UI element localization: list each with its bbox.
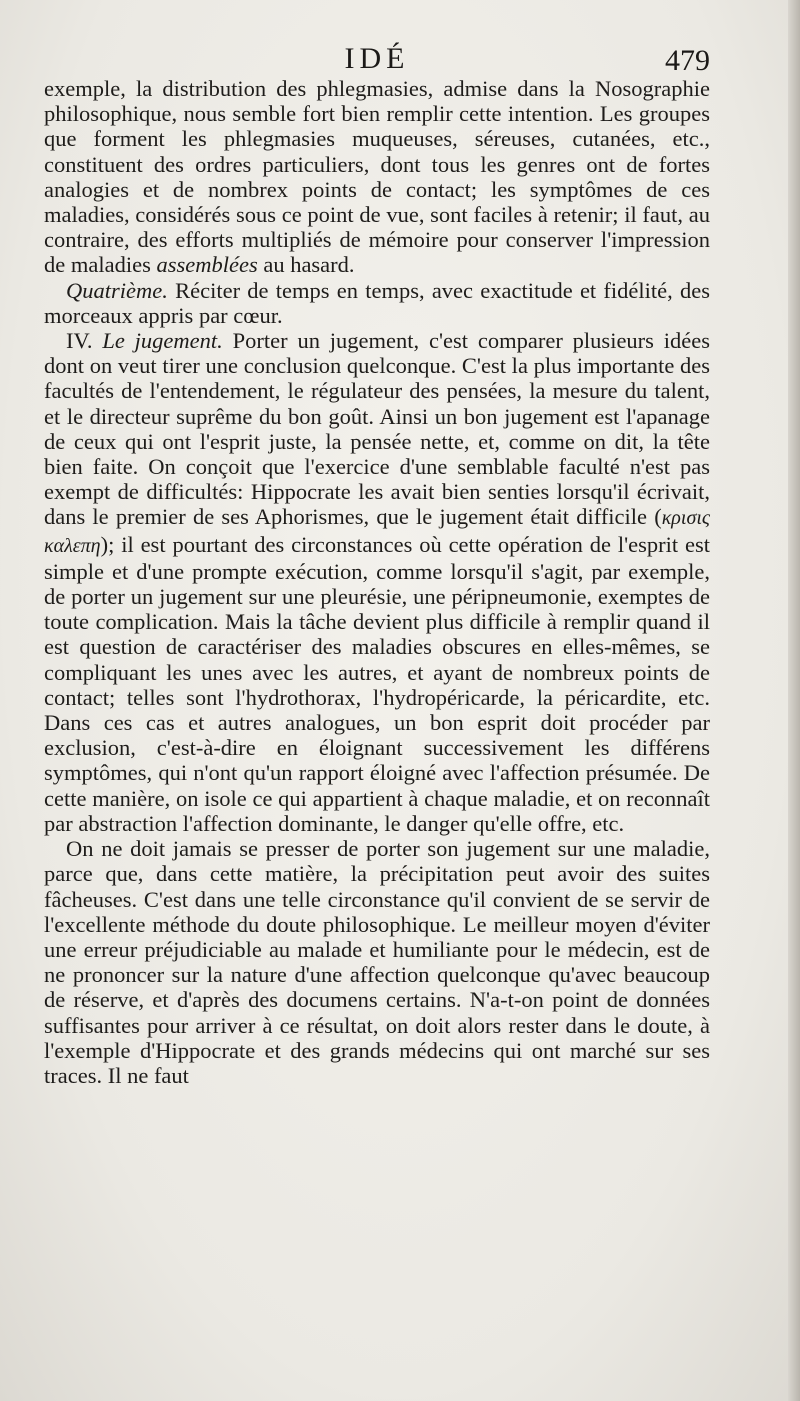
text-run: Réciter de temps en temps, avec exactitude et fidélité, des morceaux appris par cœur. — [44, 277, 710, 328]
running-head: IDÉ — [344, 42, 410, 75]
section-number: IV. — [66, 328, 103, 354]
paragraph-doute — [44, 836, 710, 1088]
text-run: Porter un jugement, c'est comparer plusieurs idées dont on veut tirer une conclusion quelconque. C'est la plus importante des facultés de l'entendement, le régulateur des pensées, la mesure du talent, et le directeur suprême du bon goût. Ainsi un bon jugement est l'apanage de ceux qui ont l'esprit juste, la pensée nette, et, comme on dit, la tête bien faite. On conçoit que l'exercice d'une semblable faculté n'est pas exempt de difficultés: Hippocrate les avait bien senties lorsqu'il écrivait, dans le premier de ses Aphorismes, que le jugement était difficile ( — [44, 328, 711, 530]
paragraph-jugement — [44, 328, 710, 836]
italic-heading: Quatrième. — [66, 277, 168, 303]
paragraph-quatrieme — [44, 278, 710, 328]
text-run: ); il est pourtant des circonstances où cette opération de l'esprit est simple et d'une prompte exécution, comme lorsqu'il s'agit, par exemple, de porter un jugement sur une pleurésie, une péripneumonie, exemptes de toute complication. Mais la tâche devient plus difficile à remplir quand il est question de caractériser des maladies obscures en elles-mêmes, se compliquant les unes avec les autres, et ayant de nombreux points de contact; telles sont l'hydrothorax, l'hydropéricarde, la péricardite, etc. Dans ces cas et autres analogues, un bon esprit doit procéder par exclusion, c'est-à-dire en éloignant successivement les différens symptômes, qui n'ont qu'un rapport éloigné avec l'affection présumée. De cette manière, on isole ce qui appartient à chaque maladie, et on reconnaît par abstraction l'affection dominante, le danger qu'elle offre, etc. — [44, 531, 710, 836]
text-run: au hasard. — [257, 252, 355, 278]
text-run: On ne doit jamais se presser de porter son jugement sur une maladie, parce que, dans cette matière, la précipitation peut avoir des suites fâcheuses. C'est dans une telle circonstance qu'il convient de se servir de l'excellente méthode du doute philosophique. Le meilleur moyen d'éviter une erreur préjudiciable au malade et humiliante pour le médecin, est de ne prononcer sur la nature d'une affection quelconque qu'avec beaucoup de réserve, et d'après des documens certains. N'a-t-on point de données suffisantes pour arriver à ce résultat, on doit alors rester dans le doute, à l'exemple d'Hippocrate et des grands médecins qui ont marché sur ses traces. Il ne faut — [44, 836, 710, 1088]
italic-heading: Le jugement. — [102, 328, 223, 354]
page-number: 479 — [665, 44, 710, 77]
body-text — [44, 76, 710, 1088]
page-gutter — [788, 0, 800, 1401]
text-run: exemple, la distribution des phlegmasies, admise dans la Nosographie philosophique, nous semble fort bien remplir cette intention. Les groupes que forment les phlegmasies muqueuses, séreuses, cutanées, etc., constituent des ordres particuliers, dont tous les genres ont de fortes analogies et de nombrex points de contact; les symptômes de ces maladies, considérés sous ce point de vue, sont faciles à retenir; il faut, au contraire, des efforts multipliés de mémoire pour conserver l'impression de maladies — [44, 76, 710, 278]
greek-quote: κρισις καλεπη — [44, 507, 710, 557]
italic-term: assemblées — [156, 252, 258, 278]
paragraph-classification — [44, 76, 710, 278]
